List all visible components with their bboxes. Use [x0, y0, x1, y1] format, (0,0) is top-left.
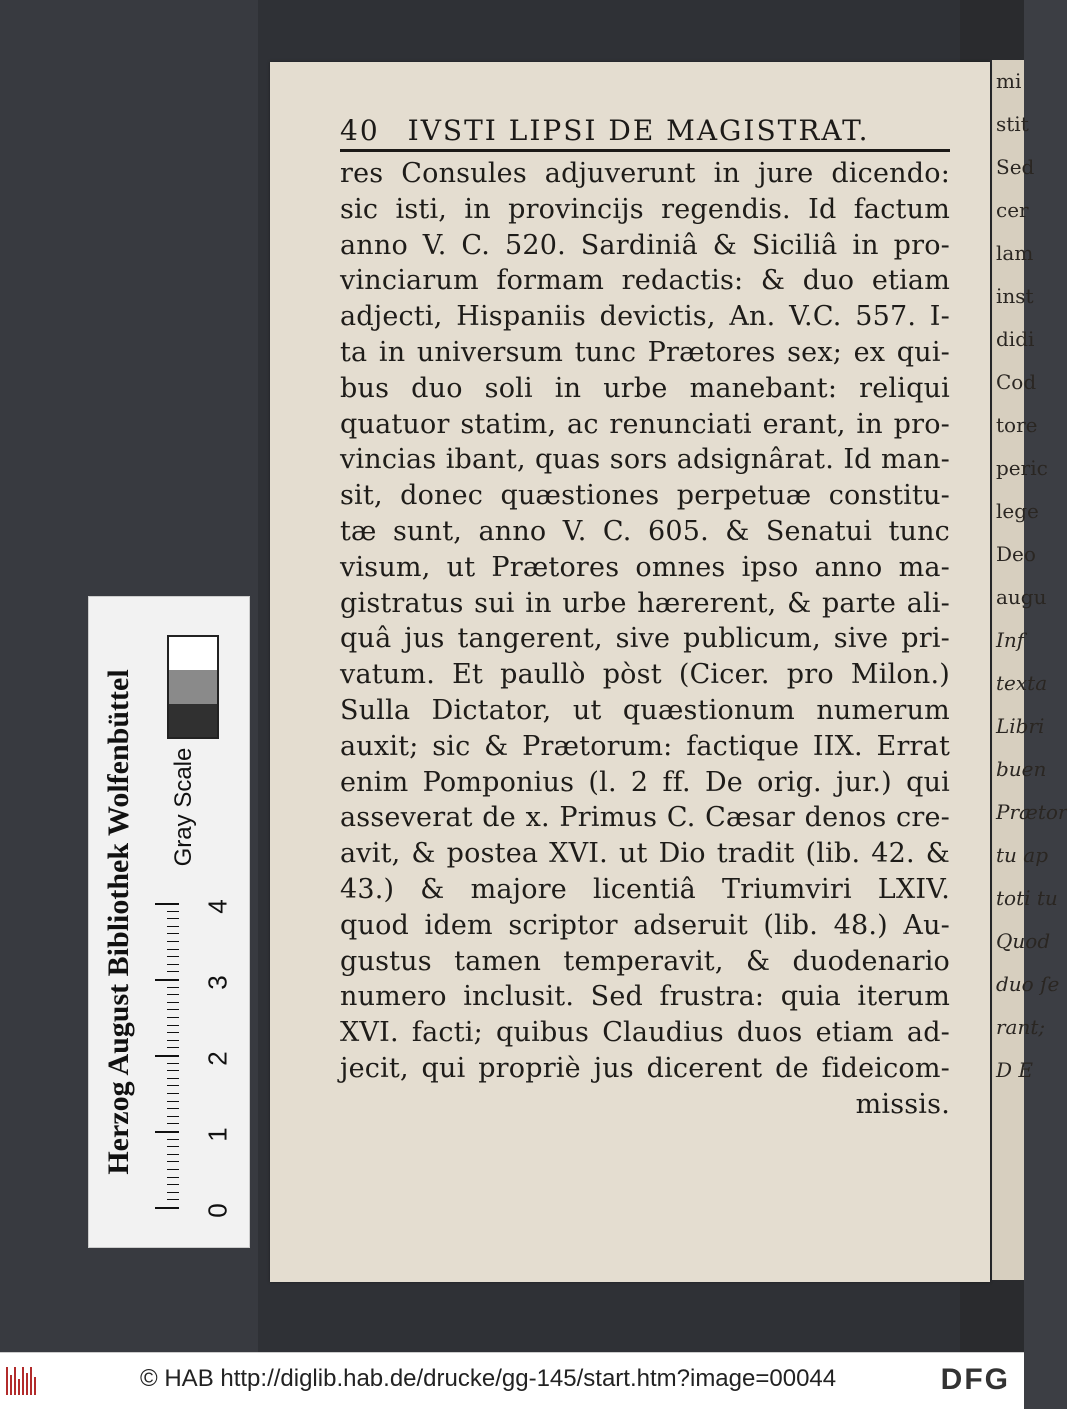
page-body [340, 156, 950, 1087]
facing-fragment: texta [996, 671, 1048, 695]
text-line: quod idem scriptor adseruit (lib. 48.) Au- [340, 909, 950, 941]
ruler-tick [167, 1108, 179, 1109]
facing-fragment: Inf [996, 628, 1025, 652]
ruler-tick [167, 1078, 179, 1079]
text-line: adjecti, Hispaniis devictis, An. V.C. 557. I- [340, 301, 950, 333]
gray-scale-label: Gray Scale [170, 747, 197, 867]
copyright-link[interactable]: © HAB http://diglib.hab.de/drucke/gg-145/start.htm?image=00044 [140, 1365, 837, 1392]
facing-fragment: peric [996, 456, 1048, 480]
running-header [340, 114, 950, 152]
ruler-tick [155, 903, 179, 905]
text-line: XVI. facti; quibus Claudius duos etiam ad- [340, 1017, 950, 1049]
ruler-number: 4 [202, 899, 233, 914]
text-line: ta in universum tunc Prætores sex; ex qui- [340, 336, 950, 368]
ruler-tick [167, 971, 179, 972]
facing-fragment: buen [996, 757, 1047, 781]
facing-fragment: Deo [996, 542, 1036, 566]
text-line: tæ sunt, anno V. C. 605. & Senatui tunc [340, 515, 950, 547]
ruler-tick [167, 1169, 179, 1170]
facing-fragment: cer [996, 198, 1029, 222]
hab-logo-icon [6, 1367, 38, 1395]
facing-fragment: augu [996, 585, 1047, 609]
swatch-black [169, 704, 217, 737]
ruler-tick [167, 1040, 179, 1041]
text-line: anno V. C. 520. Sardiniâ & Siciliâ in pro- [340, 229, 950, 261]
ruler-tick [167, 1032, 179, 1033]
color-scale-card [88, 596, 250, 1248]
text-line-last: missis. [855, 1088, 950, 1120]
facing-fragment: lege [996, 499, 1039, 523]
dfg-logo: DFG [940, 1363, 1010, 1396]
ruler-tick [167, 926, 179, 927]
text-line: auxit; sic & Prætorum: factique IIX. Errat [340, 730, 950, 762]
text-line: gistratus sui in urbe hærerent, & parte ali- [340, 587, 950, 619]
ruler-tick [167, 1139, 179, 1140]
facing-fragment: Libri [996, 714, 1045, 738]
facing-page [992, 60, 1067, 1280]
ruler-tick [167, 1025, 179, 1026]
text-line: quâ jus tangerent, sive publicum, sive pri- [340, 623, 950, 655]
ruler-tick [167, 933, 179, 934]
page-content [340, 114, 950, 1123]
facing-fragment: rant; [996, 1015, 1046, 1039]
ruler-tick [155, 1055, 179, 1057]
ruler-tick [167, 1146, 179, 1147]
text-line: asseverat de x. Primus C. Cæsar denos cre- [340, 802, 950, 834]
ruler-number: 3 [202, 975, 233, 990]
ruler-tick [167, 1154, 179, 1155]
text-line: numero inclusit. Sed frustra: quia iterum [340, 981, 950, 1013]
gray-swatches [167, 635, 219, 739]
facing-fragment: Sed [996, 155, 1035, 179]
ruler-tick [167, 1101, 179, 1102]
facing-fragment: Prætor [996, 800, 1067, 824]
ruler-tick [167, 1177, 179, 1178]
text-line: bus duo soli in urbe manebant: reliqui [340, 372, 950, 404]
text-line: vatum. Et paullò pòst (Cicer. pro Milon.) [340, 659, 950, 691]
ruler-tick [167, 1017, 179, 1018]
text-line: res Consules adjuverunt in jure dicendo: [340, 158, 950, 189]
ruler-tick [155, 979, 179, 981]
text-line: sit, donec quæstiones perpetuæ constitu- [340, 480, 950, 512]
ruler-tick [167, 941, 179, 942]
ruler-tick [167, 1002, 179, 1003]
text-line: jecit, qui propriè jus dicerent de fideicom- [340, 1052, 950, 1084]
facing-fragment: inst [996, 284, 1034, 308]
facing-fragment: D E [996, 1058, 1033, 1082]
text-line: quatuor statim, ac renunciati erant, in pro- [340, 408, 950, 440]
ruler-number: 0 [202, 1203, 233, 1218]
ruler-number: 1 [202, 1127, 233, 1142]
text-line: gustus tamen temperavit, & duodenario [340, 945, 950, 977]
swatch-white [169, 637, 217, 670]
ruler-tick [167, 1199, 179, 1200]
ruler-tick [167, 911, 179, 912]
ruler-tick [167, 1161, 179, 1162]
facing-fragment: Cod [996, 370, 1037, 394]
ruler-tick [167, 956, 179, 957]
institution-label: Herzog August Bibliothek Wolfenbüttel [102, 669, 135, 1175]
running-title: IVSTI LIPSI DE MAGISTRAT. [407, 114, 870, 147]
facing-fragment: mi [996, 69, 1022, 93]
page-number: 40 [340, 114, 380, 147]
ruler-tick [167, 918, 179, 919]
ruler-tick [167, 949, 179, 950]
ruler-tick [167, 1009, 179, 1010]
ruler-tick [167, 1093, 179, 1094]
book-page [270, 62, 990, 1282]
ruler [159, 877, 239, 1217]
ruler-tick [167, 1047, 179, 1048]
ruler-tick [167, 1116, 179, 1117]
text-line: enim Pomponius (l. 2 ff. De orig. jur.) qui [340, 766, 950, 798]
ruler-tick [167, 1063, 179, 1064]
facing-fragment: tu ap [996, 843, 1049, 867]
swatch-gray [169, 670, 217, 703]
facing-fragment: didi [996, 327, 1035, 351]
text-line: Sulla Dictator, ut quæstionum numerum [340, 694, 950, 726]
ruler-tick [167, 1192, 179, 1193]
ruler-tick [167, 1123, 179, 1124]
ruler-tick [155, 1207, 179, 1209]
facing-fragment: Quod [996, 929, 1051, 953]
ruler-tick [155, 1131, 179, 1133]
footer-bar [0, 1352, 1024, 1409]
facing-fragment: toti tu [996, 886, 1058, 910]
facing-fragment: duo ſe [996, 972, 1060, 996]
ruler-tick [167, 1070, 179, 1071]
facing-fragment: tore [996, 413, 1038, 437]
text-line: 43.) & majore licentiâ Triumviri LXIV. [340, 873, 950, 905]
facing-fragment: stit [996, 112, 1029, 136]
text-line: vincias ibant, quas sors adsignârat. Id man- [340, 444, 950, 476]
text-line: visum, ut Prætores omnes ipso anno ma- [340, 551, 950, 583]
ruler-tick [167, 964, 179, 965]
text-line: avit, & postea XVI. ut Dio tradit (lib. 42. & [340, 838, 950, 870]
text-line: sic isti, in provincijs regendis. Id factum [340, 193, 950, 225]
facing-fragment: lam [996, 241, 1034, 265]
ruler-number: 2 [202, 1051, 233, 1066]
ruler-tick [167, 994, 179, 995]
ruler-tick [167, 1184, 179, 1185]
ruler-tick [167, 987, 179, 988]
text-line: vinciarum formam redactis: & duo etiam [340, 265, 950, 297]
ruler-tick [167, 1085, 179, 1086]
